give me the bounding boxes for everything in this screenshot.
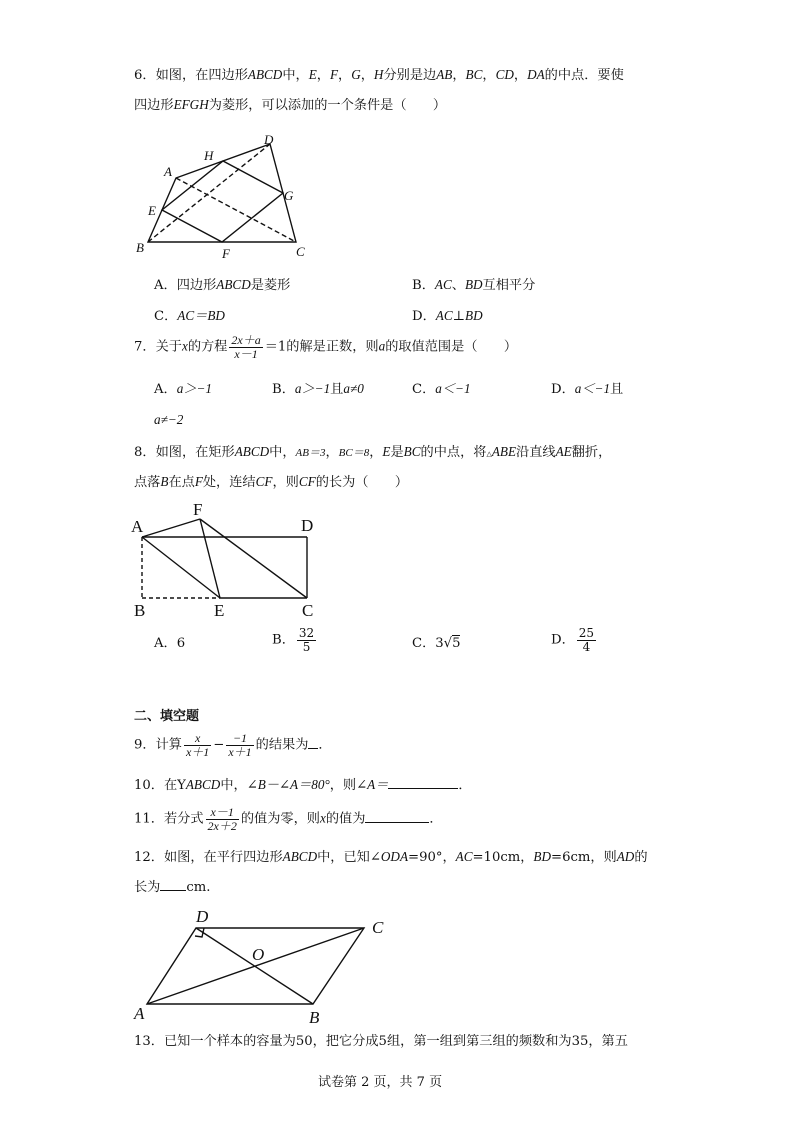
q6-text: 的中点．要使 [544, 68, 624, 83]
option-var: AC＝BD [177, 308, 225, 323]
q6-text: ， [452, 68, 466, 83]
option-var: AC [434, 277, 452, 292]
q12-var: BD [533, 849, 552, 864]
q8-text: ， [369, 445, 383, 460]
q8-segment-fc [200, 519, 307, 598]
q6-text: ， [482, 68, 496, 83]
q8-text: 处，连结 [202, 475, 256, 490]
q8-text: 点落 [134, 475, 161, 490]
q6-text: 中， [282, 68, 309, 83]
option-math: a＜−1 [435, 381, 471, 396]
q9-stem [134, 732, 332, 758]
q8-var: E [382, 444, 391, 459]
radicand: 5 [452, 636, 461, 651]
q6-diagonal-ac [176, 178, 296, 242]
parallelogram-symbol: Y [177, 778, 186, 793]
q9-text: 9．计算 [134, 737, 182, 753]
fraction-numerator: x－1 [206, 806, 239, 820]
q8-option-c[interactable] [412, 636, 460, 652]
q12-text: =6cm，则 [551, 850, 617, 865]
q8-var: F [194, 474, 203, 489]
q9-answer-blank[interactable] [308, 748, 318, 749]
q6-text: ， [338, 68, 352, 83]
q7-text: 的解是正数，则 [286, 339, 379, 355]
q8-var: CF [298, 474, 316, 489]
option-text: A．6 [154, 636, 186, 651]
q8-var: BC [403, 444, 421, 459]
q7-text: ＝1 [264, 339, 287, 355]
q6-text: ， [513, 68, 528, 83]
q8-text: ， [325, 445, 339, 460]
option-text: A．四边形 [154, 278, 217, 293]
q6-label-f: F [222, 246, 230, 261]
q8-option-b-fraction [297, 627, 316, 653]
section-heading: 二、填空题 [134, 709, 200, 724]
q6-label-c: C [296, 244, 305, 259]
q8-figure [128, 500, 328, 620]
q8-option-b[interactable] [272, 627, 318, 653]
option-math: 3 [435, 636, 444, 651]
fraction-denominator: x＋1 [185, 744, 210, 759]
q6-text: 6．如图，在四边形 [134, 68, 248, 83]
q8-option-d-fraction [577, 627, 596, 653]
q12-text: 的 [634, 850, 648, 865]
q8-line1 [134, 444, 611, 461]
q11-var: x [319, 810, 326, 826]
option-math: a＞−1 [294, 381, 331, 396]
q8-label-e: E [214, 601, 225, 620]
q6-var: H [373, 67, 384, 82]
q6-label-e: E [148, 203, 156, 218]
q7-stem [134, 334, 517, 360]
q6-line1 [134, 67, 624, 84]
q7-text: 7．关于 [134, 339, 182, 355]
fraction-denominator: x－1 [234, 346, 258, 361]
q6-text: 四边形 [134, 98, 174, 113]
option-text: 互相平分 [482, 278, 536, 293]
q13-stem: 13．已知一个样本的容量为50，把它分成5组，第一组到第三组的频数和为35，第五 [134, 1034, 628, 1049]
q6-var: F [329, 67, 339, 82]
q6-var: E [308, 67, 317, 82]
q11-text: 11．若分式 [134, 811, 204, 827]
q12-label-a: A [134, 1004, 145, 1023]
q6-var: AB [436, 67, 453, 82]
q12-text: 长为 [134, 880, 161, 895]
q10-text: 10．在 [134, 778, 178, 793]
q8-var: ABCD [234, 444, 270, 459]
q6-text: ， [316, 68, 330, 83]
q6-var: G [351, 67, 361, 82]
q12-var: AD [616, 849, 635, 864]
q10-answer-blank[interactable] [388, 788, 458, 789]
q12-right-angle-mark [195, 928, 204, 937]
q12-answer-blank[interactable] [160, 890, 186, 891]
q11-text: 的值为零，则 [240, 811, 320, 827]
q6-var: BC [465, 67, 483, 82]
q10-text: ． [458, 778, 472, 793]
q8-text: ，则 [272, 475, 299, 490]
q6-option-d[interactable] [412, 308, 483, 325]
q6-option-c[interactable] [154, 308, 225, 325]
q8-label-a: A [131, 517, 144, 536]
q6-quad-abcd [148, 144, 296, 242]
q12-text: =10cm， [472, 850, 534, 865]
page-footer: 试卷第 2 页，共 7 页 [318, 1075, 443, 1090]
q8-text: 翻折， [571, 445, 612, 460]
q12-label-c: C [372, 918, 384, 937]
q6-label-b: B [136, 240, 144, 255]
q8-option-a[interactable] [154, 636, 185, 652]
q6-option-b[interactable] [412, 277, 535, 294]
q12-text: 中，已知∠ [317, 850, 381, 865]
q12-label-o: O [252, 945, 265, 964]
option-text: D． [551, 382, 575, 397]
q6-label-d: D [264, 132, 274, 147]
option-text: 是菱形 [250, 278, 291, 293]
q12-line1 [134, 849, 648, 866]
q11-stem [134, 806, 443, 832]
q6-var: DA [527, 67, 545, 82]
q7-option-d-continued: a≠−2 [154, 412, 184, 427]
q7-var: a [378, 338, 386, 354]
option-text: C． [154, 309, 178, 324]
option-text: 且 [610, 382, 624, 397]
q12-label-d: D [196, 907, 209, 926]
q9-text: ． [318, 737, 332, 753]
q8-text: 中， [269, 445, 296, 460]
q12-text: cm. [186, 880, 211, 895]
q12-line2 [134, 880, 210, 896]
option-math: a≠0 [343, 381, 364, 396]
q8-math: AB＝3 [295, 447, 326, 459]
fraction-numerator: 32 [298, 626, 315, 640]
option-text: C． [412, 636, 436, 651]
q12-var: AC [455, 849, 473, 864]
q6-var: ABCD [247, 67, 283, 82]
q8-var: B [160, 474, 169, 489]
q6-text: ， [360, 68, 374, 83]
q9-text: 的结果为 [255, 737, 309, 753]
q6-text: 分别是边 [383, 68, 437, 83]
q12-text: 12．如图，在平行四边形 [134, 850, 283, 865]
q8-text: 的中点，将 [420, 445, 487, 460]
option-text: D． [412, 309, 436, 324]
q8-option-d[interactable] [551, 627, 598, 653]
option-text: 且 [330, 382, 344, 397]
option-text: B． [412, 278, 435, 293]
q8-label-d: D [301, 516, 314, 535]
q10-text: 中， [220, 778, 247, 793]
q9-operator: − [213, 737, 225, 753]
q8-segment-af [142, 519, 200, 537]
q6-label-a: A [164, 164, 172, 179]
q11-answer-blank[interactable] [365, 822, 429, 823]
q12-text: =90°， [408, 850, 456, 865]
q12-label-b: B [309, 1008, 320, 1026]
option-text: D． [551, 632, 575, 648]
q12-var: ABCD [282, 849, 318, 864]
option-var: ABCD [216, 277, 251, 292]
q6-text: 为菱形，可以添加的一个条件是（ ） [208, 98, 447, 113]
fraction-numerator: 2x＋a [231, 333, 261, 347]
option-math: a＞−1 [176, 381, 212, 396]
q8-line2 [134, 474, 408, 491]
q8-math: BC＝8 [338, 447, 370, 459]
q8-text: 是 [390, 445, 404, 460]
q12-var: ODA [380, 849, 409, 864]
q10-stem [134, 777, 472, 794]
q11-text: ． [429, 811, 443, 827]
q12-figure [128, 902, 398, 1026]
q8-label-f: F [193, 500, 203, 519]
q10-var: ABCD [185, 777, 221, 792]
q10-math: ∠B－∠A＝80° [246, 777, 330, 792]
radical-sign: √ [443, 636, 453, 651]
option-var: AC⊥BD [435, 308, 483, 323]
q7-fraction [229, 334, 262, 360]
q10-math: ∠A＝ [356, 777, 389, 792]
q8-var: CF [255, 474, 273, 489]
option-text: 、 [451, 278, 465, 293]
q11-fraction [206, 806, 239, 832]
q7-text: 的取值范围是（ ） [385, 339, 518, 355]
q7-option-a[interactable] [154, 381, 212, 398]
q6-option-a[interactable] [154, 277, 290, 294]
option-text: B． [272, 632, 295, 648]
q8-segment-ae [142, 537, 220, 598]
q8-var: AE [555, 444, 572, 459]
fraction-numerator: −1 [226, 732, 253, 746]
q6-label-h: H [204, 148, 214, 163]
fraction-denominator: 5 [302, 639, 311, 654]
q7-text: 的方程 [187, 339, 228, 355]
fraction-denominator: x＋1 [228, 744, 252, 759]
q7-option-d[interactable] [551, 381, 623, 398]
q7-option-c[interactable] [412, 381, 471, 398]
q9-fraction-2 [226, 732, 253, 758]
q11-text: 的值为 [325, 811, 366, 827]
q7-option-b[interactable] [272, 381, 364, 398]
q8-text: 8．如图，在矩形 [134, 445, 235, 460]
option-text: C． [412, 382, 436, 397]
option-text: B． [272, 382, 295, 397]
q9-fraction-1 [184, 732, 211, 758]
q7-var: x [181, 338, 188, 354]
q6-label-g: G [284, 188, 294, 203]
q8-text: 沿直线 [516, 445, 556, 460]
fraction-numerator: x [184, 732, 211, 746]
q6-quad-efgh [162, 161, 283, 242]
q8-label-c: C [302, 601, 314, 620]
q8-label-b: B [134, 601, 146, 620]
q6-var: CD [495, 67, 514, 82]
q8-var: ABE [491, 444, 517, 459]
option-text: A． [154, 382, 177, 397]
option-var: BD [464, 277, 483, 292]
fraction-denominator: 4 [582, 639, 591, 654]
q8-text: 的长为（ ） [315, 475, 409, 490]
q10-text: ，则 [329, 778, 357, 793]
fraction-numerator: 25 [578, 626, 595, 640]
triangle-symbol: △ [486, 450, 492, 458]
option-math: a＜−1 [574, 381, 611, 396]
fraction-denominator: 2x＋2 [207, 818, 237, 833]
q6-var: EFGH [173, 97, 209, 112]
q6-figure [130, 128, 320, 262]
q6-line2 [134, 97, 446, 114]
q8-text: 在点 [168, 475, 195, 490]
q12-diagonal-bd [196, 928, 313, 1004]
